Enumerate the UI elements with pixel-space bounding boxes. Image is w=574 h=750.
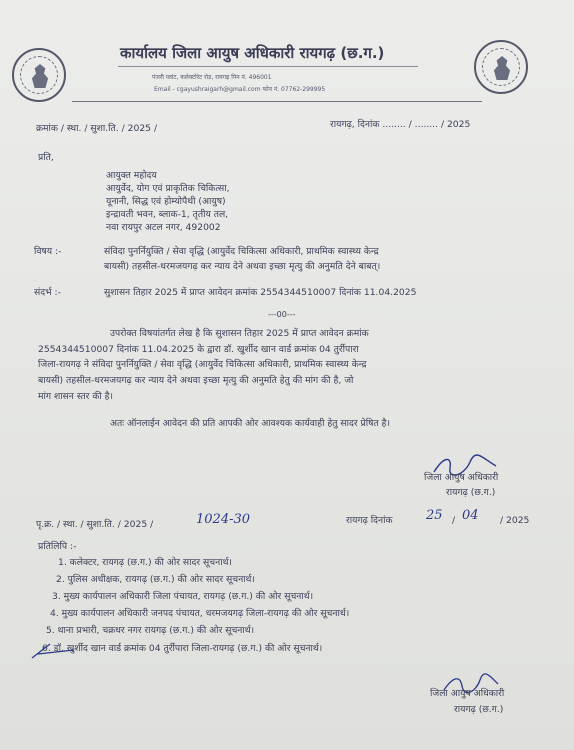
copy-to-label: प्रतिलिपि :- <box>38 541 77 552</box>
reference-label: संदर्भ :- <box>34 287 61 298</box>
copy-to-item: 5. थाना प्रभारी, चक्रधर नगर रायगढ़ (छ.ग.) की ओर सूचनार्थ। <box>46 625 255 636</box>
header-divider <box>72 101 482 102</box>
body-line: उपरोक्त विषयांतर्गत लेख है कि सुशासन तिहार 2025 में प्राप्त आवेदन क्रमांक <box>110 328 369 339</box>
body-line: अतः ऑनलाईन आवेदन की प्रति आपकी ओर आवश्यक कार्यवाही हेतु सादर प्रेषित है। <box>110 418 390 429</box>
copy-to-item: 2. पुलिस अधीक्षक, रायगढ़ (छ.ग.) की ओर सादर सूचनार्थ। <box>56 574 255 585</box>
subject-label: विषय :- <box>34 246 62 257</box>
office-contact: Email - cgayushraigarh@gmail.com फोन नं. 07762-299995 <box>154 86 326 93</box>
left-emblem-seal <box>12 48 66 102</box>
body-line: बायसी) तहसील-धरमजयगढ़ कर न्याय देने अथवा इच्छा मृत्यु की अनुमति हेतु की मांग की है, जो <box>38 375 354 386</box>
letter-date: रायगढ़, दिनांक ........ / ........ / 2025 <box>330 119 471 130</box>
addressee-line: इन्द्रावती भवन, ब्लाक-1, तृतीय तल, <box>106 209 229 220</box>
signatory-location: रायगढ़ (छ.ग.) <box>454 704 504 715</box>
endorsement-date-year: / 2025 <box>500 515 530 526</box>
endorsement-date-prefix: रायगढ़ दिनांक <box>346 515 393 526</box>
office-address: पंजरी प्लांट, कलेक्टोरेट रोड, रायगढ़ पिन नं. 496001 <box>152 74 272 81</box>
signatory-designation: जिला आयुष अधिकारी <box>424 472 499 483</box>
copy-to-item: 1. कलेक्टर, रायगढ़ (छ.ग.) की ओर सादर सूचनार्थ। <box>58 557 232 568</box>
subject-text-line: संविदा पुनर्नियुक्ति / सेवा वृद्धि (आयुर्वेद चिकित्सा अधिकारी, प्राथमिक स्वास्थ्य केन्द्र <box>104 246 379 257</box>
body-line: 2554344510007 दिनांक 11.04.2025 के द्वारा डॉ. खुर्शीद खान वार्ड क्रमांक 04 तुर्रीपारा <box>38 344 359 355</box>
body-line: जिला-रायगढ़ ने संविदा पुनर्नियुक्ति / सेवा वृद्धि (आयुर्वेद चिकित्सा अधिकारी, प्राथमिक स्वास्थ्य केन्द्र <box>38 359 367 370</box>
subject-text-line: बायसी) तहसील-धरमजयगढ़ कर न्याय देने अथवा इच्छा मृत्यु की अनुमति देने बाबत्। <box>104 261 381 272</box>
right-emblem-seal <box>474 40 528 94</box>
addressee-line: आयुक्त महोदय <box>106 170 157 181</box>
endorsement-reference: पृ.क्र. / स्था. / सुशा.ति. / 2025 / <box>36 519 154 530</box>
copy-to-item: 6. डॉ. खुर्शीद खान वार्ड क्रमांक 04 तुर्रीपारा जिला-रायगढ़ (छ.ग.) की ओर सूचनार्थ। <box>42 643 323 654</box>
title-underline <box>118 66 418 67</box>
signatory-designation: जिला आयुष अधिकारी <box>430 688 505 699</box>
copy-to-item: 4. मुख्य कार्यपालन अधिकारी जनपद पंचायत, धरमजयगढ़ जिला-रायगढ़ की ओर सूचनार्थ। <box>50 608 350 619</box>
addressee-line: यूनानी, सिद्ध एवं होम्योपैथी (आयुष) <box>106 196 226 207</box>
copy-to-item: 3. मुख्य कार्यपालन अधिकारी जिला पंचायत, रायगढ़ (छ.ग.) की ओर सूचनार्थ। <box>52 591 314 602</box>
handwritten-strike-mark <box>30 640 78 662</box>
addressee-line: नवा रायपुर अटल नगर, 492002 <box>106 222 221 233</box>
reference-text: सुशासन तिहार 2025 में प्राप्त आवेदन क्रमांक 2554344510007 दिनांक 11.04.2025 <box>104 287 417 298</box>
office-title: कार्यालय जिला आयुष अधिकारी रायगढ़ (छ.ग.) <box>120 44 385 62</box>
signatory-location: रायगढ़ (छ.ग.) <box>446 487 496 498</box>
handwritten-dispatch-number: 1024-30 <box>196 512 251 527</box>
handwritten-date-month: 04 <box>462 508 479 523</box>
separator: ---00--- <box>268 310 296 319</box>
body-line: मांग शासन स्तर की है। <box>38 391 114 402</box>
date-slash: / <box>452 515 456 526</box>
addressee-line: आयुर्वेद, योग एवं प्राकृतिक चिकित्सा, <box>106 183 230 194</box>
to-label: प्रति, <box>38 152 54 163</box>
handwritten-date-day: 25 <box>426 508 443 523</box>
letter-reference-number: क्रमांक / स्था. / सुशा.ति. / 2025 / <box>36 123 158 134</box>
